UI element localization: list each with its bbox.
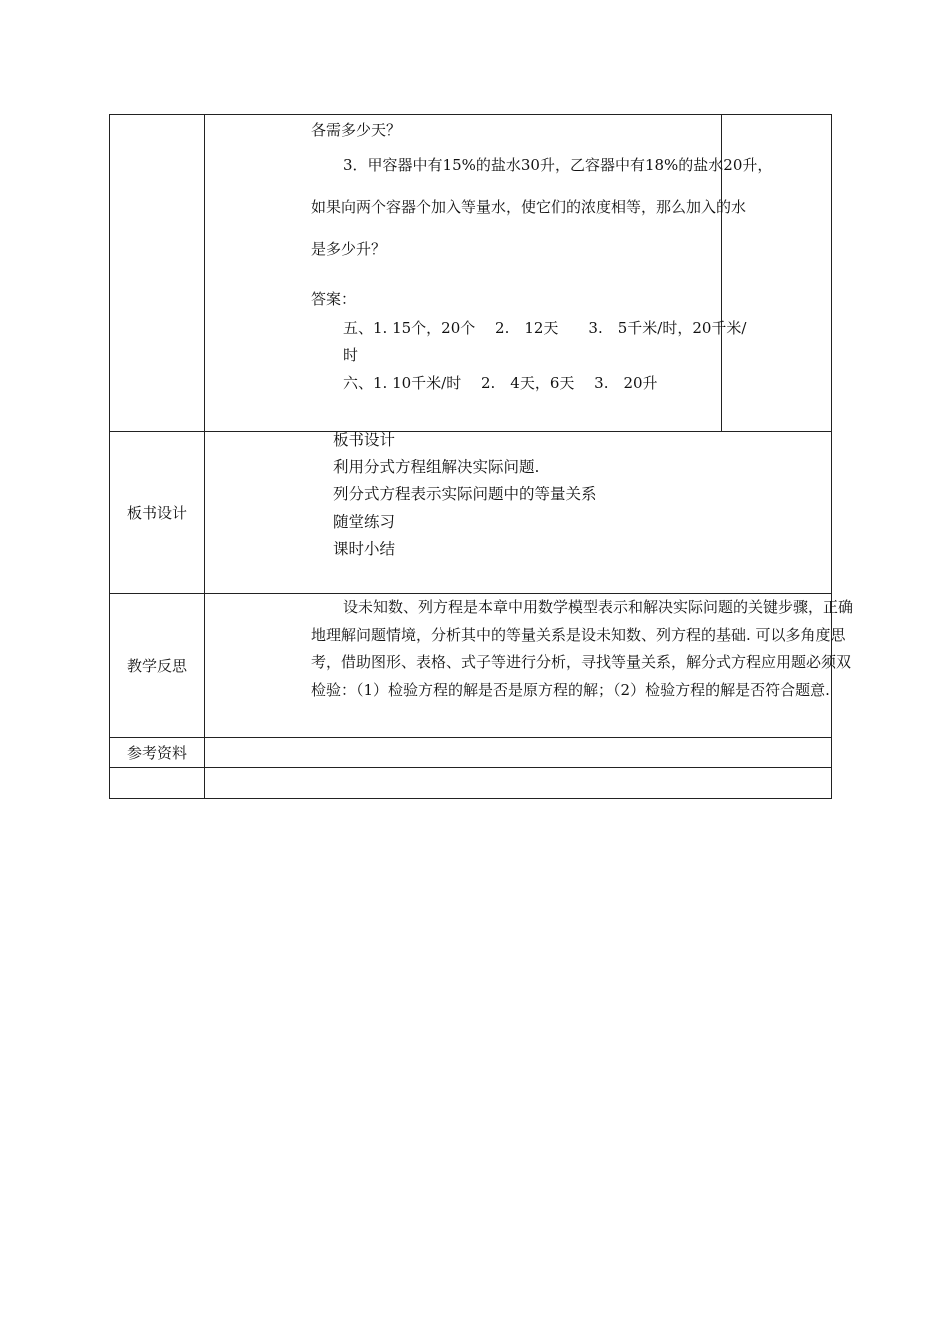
reflection-line-3: 考，借助图形、表格、式子等进行分析，寻找等量关系，解分式方程应用题必须双 xyxy=(311,653,852,671)
exercise-line-4: 是多少升？ xyxy=(311,240,387,258)
reflection-label: 教学反思 xyxy=(110,594,205,738)
answers-heading: 答案： xyxy=(311,290,357,308)
reflection-line-1: 设未知数、列方程是本章中用数学模型表示和解决实际问题的关键步骤，正确 xyxy=(343,598,854,616)
empty-label-cell xyxy=(110,768,205,799)
reflection-line-4: 检验：（1）检验方程的解是否是原方程的解；（2）检验方程的解是否符合题意. xyxy=(311,681,830,699)
answers-line-2: 时 xyxy=(343,346,359,364)
board-design-content-cell xyxy=(205,432,832,594)
board-design-label: 板书设计 xyxy=(110,432,205,594)
exercise-row xyxy=(110,115,832,432)
reference-row xyxy=(110,738,832,768)
reference-content-cell xyxy=(205,738,832,768)
board-line-3: 列分式方程表示实际问题中的等量关系 xyxy=(333,485,597,503)
answers-line-3: 六、1. 10千米/时 2. 4天，6天 3. 20升 xyxy=(343,374,658,392)
exercise-label-cell xyxy=(110,115,205,432)
board-design-row xyxy=(110,432,832,594)
exercise-line-1: 各需多少天？ xyxy=(311,121,402,139)
reflection-line-2: 地理解问题情境，分析其中的等量关系是设未知数、列方程的基础. 可以多角度思 xyxy=(311,626,846,644)
exercise-line-3: 如果向两个容器个加入等量水，使它们的浓度相等，那么加入的水 xyxy=(311,198,747,216)
board-line-5: 课时小结 xyxy=(333,540,396,558)
empty-content-cell xyxy=(205,768,832,799)
reflection-content-cell xyxy=(205,594,854,738)
exercise-line-2: 3．甲容器中有15%的盐水30升，乙容器中有18%的盐水20升， xyxy=(343,156,773,174)
reflection-row xyxy=(110,594,832,738)
answers-line-1: 五、1. 15个，20个 2. 12天 3. 5千米/时，20千米/ xyxy=(343,319,747,337)
board-line-2: 利用分式方程组解决实际问题. xyxy=(333,458,540,476)
reference-label: 参考资料 xyxy=(110,738,205,768)
board-line-4: 随堂练习 xyxy=(333,513,396,531)
board-line-1: 板书设计 xyxy=(333,431,396,449)
empty-row xyxy=(110,768,832,799)
lesson-plan-table xyxy=(109,114,854,799)
exercise-content-cell xyxy=(205,115,832,432)
